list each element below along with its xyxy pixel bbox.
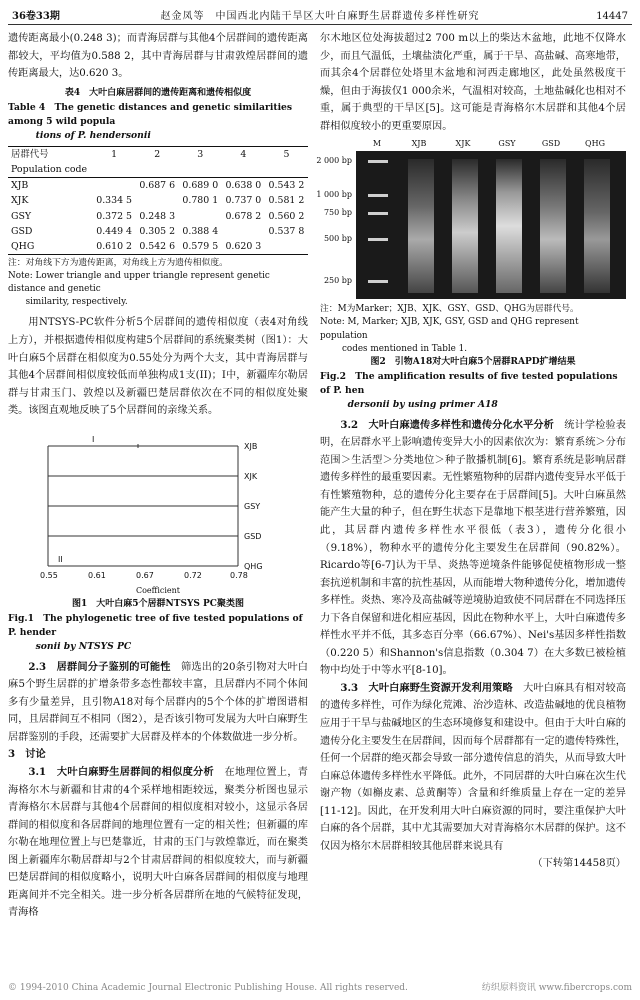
section-3-1: 3.1 大叶白麻野生居群间的相似度分析 在地理位置上，青海格尔木与新疆和甘肃的4个采样地相距较远，聚类分析图也显示青海格尔木居群与其他4个居群间的相似度相对较小，这显示各居群间的相似度和各居群间的地理位置有一定的相关性；但新疆的库尔勒在地理位置上与巴楚靠近，甘肃的玉门与敦煌靠近，而在聚类图上新疆库尔勒居群却与2个甘肃居群间的相似度较大，而与新疆巴楚居群间的相似度略小，说明大叶白麻各居群间的相似度与地理距离间并不完全相关。进一步分析各居群所在地的气候特征发现，青海格	[8, 765, 308, 919]
table4-header-cn: 居群代号	[11, 149, 49, 161]
table4-title-en: Table 4 The genetic distances and genetic similarities among 5 wild popula	[8, 101, 293, 127]
table-row: GSD 0.449 4 0.305 2 0.388 4 0.537 8	[11, 225, 305, 237]
dendro-label: XJB	[244, 441, 258, 451]
table-row: XJK 0.334 5 0.780 1 0.737 0 0.581 2	[11, 195, 305, 207]
gel-lane	[452, 159, 478, 293]
right-paragraph-1: 尔木地区位处海拔超过2 700 m以上的柴达木盆地，此地不仅降水少，而且气温低，土壤盐渍化严重，属于干旱、高盐碱、高寒地带，而其余4个居群位处塔里木盆地和河西走廊地区，此处虽然极度干燥，但由于海拔仅1 000余米，气温相对较高，土地盐碱化也相对不重，属于典型的干旱区[5]。这可能是青海格尔木居群和其他4个居群相似度较小的更重要原因。	[320, 33, 626, 132]
axis-tick: 0.78	[230, 570, 248, 580]
marker-label: 500 bp	[323, 234, 352, 244]
continued-note: （下转第14458页）	[532, 858, 626, 870]
marker-label: 1 000 bp	[316, 190, 352, 200]
running-title: 赵金凤等 中国西北内陆干旱区大叶白麻野生居群遗传多样性研究	[160, 11, 480, 22]
section-3-3: 3.3 大叶白麻野生资源开发利用策略 大叶白麻具有相对较高的遗传多样性，可作为绿化荒滩、治沙造林、改造盐碱地的优良植物应用于干旱与盐碱地区的生态环境修复和建设中。但由于大叶白麻的遗传分化主要发生在居群间，因而每个居群都有一定的遗传特殊性，任何一个居群的绝灭都会导致一部分遗传信息的消失，从而导致大叶白麻总体遗传多样性水平降低。此外，不同居群的大叶白麻在次生代谢产物（如槲皮素、总黄酮等）含量和纤维质量上存在一定的差异[11-12]。因此，在开发利用大叶白麻资源的同时，要注重保护大叶白麻的各个居群，其中尤其需要加大对青海格尔木居群的保护。这不仅因为格尔木居群相较其他居群来说具有	[320, 681, 627, 852]
marker-label: 250 bp	[323, 276, 352, 286]
intro-paragraph: 遗传距离最小(0.248 3)；而青海居群与其他4个居群间的遗传距离都较大，平均值为0.588 2，其中青海居群与甘肃敦煌居群间的遗传距离最大，达0.620 3。	[8, 33, 308, 80]
axis-tick: 0.67	[136, 570, 154, 580]
dendro-label: GSY	[244, 501, 261, 511]
gel-lane	[584, 159, 610, 293]
table-row: XJB 0.687 6 0.689 0 0.638 0 0.543 2	[11, 180, 305, 192]
dendro-label: QHG	[244, 561, 263, 571]
figure2-note: 注：M为Marker；XJB、XJK、GSY、GSD、QHG为居群代号。 Note: M, Marker; XJB, XJK, GSY, GSD and QHG represent population codes mentioned in Table 1.	[320, 304, 579, 354]
table4-caption	[8, 87, 308, 144]
lane-label: XJK	[455, 139, 471, 149]
copyright-line: © 1994-2010 China Academic Journal Electronic Publishing House. All rights reserved.	[8, 982, 408, 993]
marker-label: 750 bp	[323, 208, 352, 218]
table-row: QHG 0.610 2 0.542 6 0.579 5 0.620 3	[11, 240, 262, 252]
table4-col: 3	[197, 149, 204, 161]
axis-tick: 0.61	[88, 570, 106, 580]
table4-col: 4	[240, 149, 247, 161]
watermark: 纺织原料资讯 www.fibercrops.com	[481, 982, 632, 993]
cluster-paragraph: 用NTSYS-PC软件分析5个居群间的遗传相似度（表4对角线上方），并根据遗传相似度构建5个居群间的系统聚类树（图1）：大叶白麻5个居群在相似度为0.55处分为两个大支，其中青海居群与其他4个居群间相似度较低而单独构成1支(II)；I中，新疆库尔勒居群与甘肃玉门、敦煌以及新疆巴楚居群依次在不同的相似度处聚类。该图直观地反映了5个居群间的亲缘关系。	[8, 317, 308, 417]
marker-label: 2 000 bp	[316, 156, 352, 166]
axis-tick: 0.55	[40, 570, 58, 580]
gel-image	[316, 139, 626, 299]
gel-lane	[540, 159, 566, 293]
right-column	[316, 30, 627, 873]
axis-label: Coefficient	[135, 586, 181, 596]
dendro-label: GSD	[244, 531, 262, 541]
table-row: GSY 0.372 5 0.248 3 0.678 2 0.560 2	[11, 210, 305, 222]
running-header	[8, 8, 632, 25]
figure1-dendrogram	[8, 424, 308, 655]
lane-label: M	[372, 139, 382, 149]
axis-tick: 0.72	[184, 570, 202, 580]
figure2-gel	[316, 139, 626, 412]
group-I-label: I	[92, 434, 95, 444]
lane-label: XJB	[411, 139, 427, 149]
dendrogram-svg	[8, 424, 308, 582]
table4-note: 注：对角线下方为遗传距离，对角线上方为遗传相似度。 Note: Lower triangle and upper triangle represent genetic distance and genetic similarity, respectively.	[8, 257, 270, 308]
page-number: 14447	[596, 11, 628, 22]
page-footer	[8, 981, 632, 996]
table4-col: 1	[111, 149, 118, 161]
gel-lane	[408, 159, 434, 293]
gel-lane	[496, 159, 522, 293]
table4-header-en: Population code	[8, 162, 93, 178]
lane-label: QHG	[585, 139, 605, 149]
section-2-3: 2.3 居群间分子鉴别的可能性 筛选出的20条引物对大叶白麻5个野生居群的扩增条带多态性都较丰富，且居群内不同个体间多有少量差异，且引物A18对每个居群内的5个个体的扩增图谱相同，且居群间互不相同（图2），是否该引物可发展为大叶白麻野生居群鉴别的手段，还需要扩大居群及样本的个体数做进一步分析。	[8, 660, 308, 743]
table4	[8, 146, 308, 254]
table4-title-en-2: tions of P. hendersonii	[35, 130, 151, 142]
gel-lane	[368, 159, 388, 293]
table4-col: 2	[154, 149, 161, 161]
section-3-2: 3.2 大叶白麻遗传多样性和遗传分化水平分析 统计学检验表明，在居群水平上影响遗传变异大小的因素依次为：繁育系统＞分布范围＞生活型＞分类地位＞种子散播机制[6]。繁育系统是影响居群遗传多样性的最重要因素。无性繁殖物种的居群内遗传变异水平低于有性繁殖物种，总的遗传分化主要存在于居群间[5]。大叶白麻虽然能产生大量的种子，但在野生状态下是靠地下根茎进行营养繁殖，因此，其居群内遗传多样性水平很低（表3），遗传分化很小（9.18%），物种水平的遗传分化主要发生在居群间（90.82%）。Ricardo等[6-7]认为干旱、炎热等逆境条件能够促使植物形成一整套抗逆机制和丰富的抗性基因，从而能增大物种遗传分化，增加遗传多样性。炎热、寒冷及高盐碱等逆境胁迫致使不同居群在不同选择压力下各自保留和进化相应基因，因此在物种水平上，大叶白麻遗传多样性水平并不低，其多态百分率（66.67%）、Nei's基因多样性指数（0.220 5）和Shannon's信息指数（0.304 7）在大多数已被检植物中均处于中等水平[8-10]。	[320, 418, 626, 677]
figure1-caption: 图1 大叶白麻5个居群NTSYS PC聚类图 Fig.1 The phylogenetic tree of five tested populations of P. hender sonii by NTSYS PC	[8, 598, 303, 653]
left-column	[8, 30, 308, 922]
section-3-heading: 3 讨论	[8, 748, 46, 761]
journal-volume: 36卷33期	[12, 11, 60, 22]
table4-col: 5	[283, 149, 290, 161]
group-II-label: II	[58, 554, 63, 564]
figure2-caption: 图2 引物A18对大叶白麻5个居群RAPD扩增结果 Fig.2 The amplification results of five tested populations of P. hen dersonii by using primer A18	[320, 357, 618, 411]
lane-label: GSY	[498, 139, 516, 149]
lane-label: GSD	[541, 139, 561, 149]
table4-title-cn: 表4 大叶白麻居群间的遗传距离和遗传相似度	[64, 87, 252, 98]
dendro-label: XJK	[244, 471, 258, 481]
